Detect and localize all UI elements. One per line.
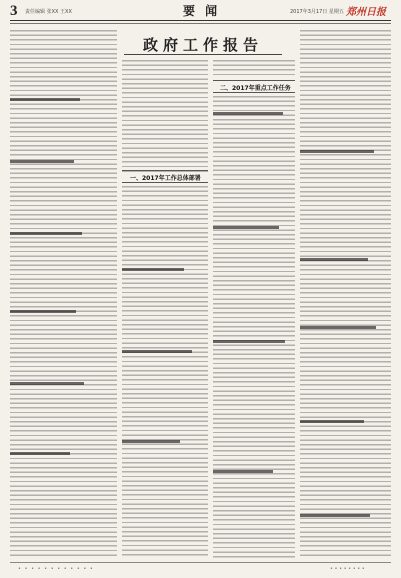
subhead-bar [122,440,180,443]
editor-credits: 责任编辑 张XX 王XX [25,9,72,15]
subhead-bar [213,226,279,229]
section-heading-key-tasks: 二、2017年重点工作任务 [220,85,291,92]
footer-marks: • • • • • • • • • • • • [18,566,94,572]
subhead-bar [213,470,273,473]
subhead-bar [300,326,376,329]
subhead-bar [300,258,368,261]
column-3-top-body [213,60,295,78]
subhead-bar [10,382,84,385]
subhead-bar [300,150,374,153]
section-heading-deployment: 一、2017年工作总体部署 [130,175,201,182]
heading-rule [213,80,295,81]
column-2-top-body [122,60,208,172]
article-title: 政府工作报告 [142,36,263,54]
text-column-3 [213,96,295,558]
subhead-bar [10,310,76,313]
subhead-bar [300,420,364,423]
column-3-body [213,96,295,558]
newspaper-logo: 郑州日报 [346,7,386,18]
text-column-2-bottom [122,186,208,558]
issue-date: 2017年3月17日 星期五 [290,9,344,15]
subhead-bar [213,112,283,115]
column-2-bottom-body [122,186,208,558]
subhead-bar [10,160,74,163]
subhead-bar [10,452,70,455]
column-4-body [300,30,391,558]
header-rule-thin [10,23,391,24]
subhead-bar [10,98,80,101]
heading-rule [213,92,295,93]
header-rule [10,20,391,21]
text-column-3-top [213,60,295,78]
heading-rule [122,170,208,171]
subhead-bar [213,340,285,343]
column-1-body [10,30,117,558]
page-number: 3 [10,3,18,19]
text-column-4 [300,30,391,558]
heading-rule [122,182,208,183]
subhead-bar [122,350,192,353]
text-column-1 [10,30,117,558]
subhead-bar [10,232,82,235]
page-header [0,0,401,22]
footer-marks-right: • • • • • • • • [330,566,365,572]
text-column-2-top [122,60,208,172]
footer-rule [10,562,391,563]
subhead-bar [300,514,370,517]
subhead-bar [122,268,184,271]
title-underline [124,54,282,55]
section-name: 要 闻 [183,4,221,18]
